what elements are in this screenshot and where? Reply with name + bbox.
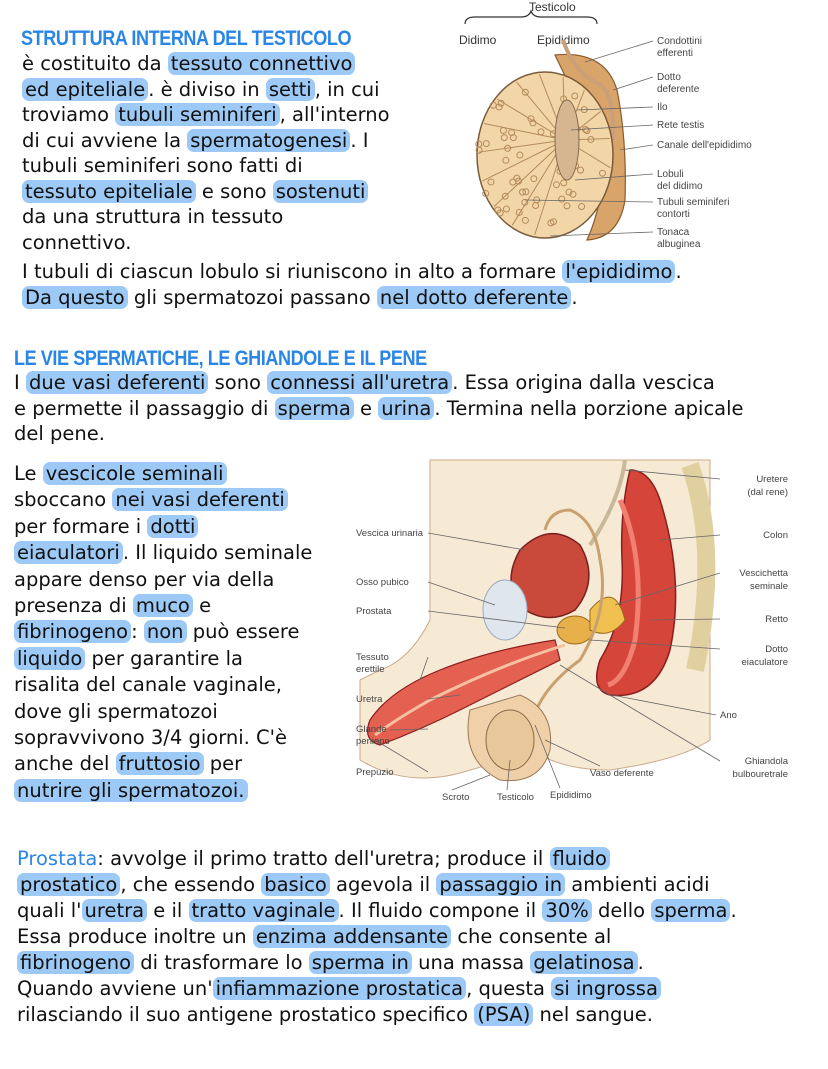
- text-line: [22, 128, 390, 154]
- text-fragment: agevola il: [329, 873, 437, 896]
- pelvis-bottom-label: Vaso deferente: [590, 768, 654, 779]
- text-fragment: gli spermatozoi passano: [127, 285, 377, 309]
- highlighted-phrase: liquido: [14, 647, 85, 670]
- text-fragment: I: [14, 371, 26, 394]
- highlighted-phrase: enzima addensante: [253, 925, 451, 948]
- pelvis-right-label: Colon: [763, 530, 788, 541]
- pelvis-diagram: [350, 440, 820, 820]
- testis-label: Rete testis: [657, 120, 705, 131]
- pelvis-right-label: Ghiandola bulbouretrale: [732, 756, 788, 780]
- highlighted-phrase: tessuto epiteliale: [22, 180, 196, 203]
- highlighted-phrase: tratto vaginale: [189, 899, 339, 922]
- paragraph-vescicole: [14, 461, 312, 804]
- text-fragment: sono: [208, 371, 268, 394]
- testis-label: Lobuli del didimo: [657, 169, 703, 192]
- text-line: [14, 370, 744, 396]
- highlighted-phrase: tubuli seminiferi: [115, 103, 279, 126]
- text-fragment: e: [353, 396, 379, 420]
- text-fragment: Le: [14, 462, 43, 485]
- pubic-bone: [483, 580, 527, 640]
- text-fragment: , questa: [466, 977, 552, 1000]
- highlighted-phrase: spermatogenesi: [187, 129, 350, 152]
- text-fragment: sboccano: [14, 488, 113, 512]
- pelvis-left-label: Prostata: [356, 606, 392, 617]
- text-fragment: per: [203, 752, 243, 776]
- text-fragment: tubuli seminiferi sono fatti di: [22, 154, 303, 177]
- text-line: [14, 725, 312, 751]
- paragraph-vie-spermatiche: [14, 370, 744, 447]
- text-fragment: di cui avviene la: [22, 128, 188, 152]
- leader-line: [620, 145, 653, 150]
- testis-labels: [657, 36, 752, 250]
- text-fragment: .: [637, 951, 644, 974]
- highlighted-phrase: fibrinogeno: [17, 951, 134, 974]
- text-line: [14, 593, 312, 619]
- leader-line: [452, 775, 490, 790]
- leader-line: [613, 77, 653, 90]
- highlighted-phrase: nel dotto deferente: [377, 286, 572, 309]
- pelvis-left-label: Uretra: [356, 694, 383, 705]
- text-fragment: Quando avviene un': [17, 977, 213, 1000]
- text-fragment: .: [571, 285, 578, 309]
- pelvis-left-label: Prepuzio: [356, 767, 394, 778]
- highlighted-phrase: gelatinosa: [530, 951, 637, 974]
- leader-line: [585, 41, 653, 62]
- text-fragment: troviamo: [22, 103, 116, 126]
- highlighted-phrase: nutrire gli spermatozoi.: [14, 779, 248, 802]
- highlighted-phrase: si ingrossa: [551, 977, 661, 1000]
- testis-top-label: Testicolo: [529, 0, 576, 14]
- text-fragment: del pene.: [14, 422, 105, 445]
- highlighted-phrase: l'epididimo: [562, 260, 675, 283]
- highlighted-phrase: (PSA): [474, 1003, 533, 1026]
- text-line: [22, 153, 390, 179]
- highlighted-phrase: muco: [133, 594, 193, 617]
- paragraph-prostata: [17, 846, 737, 1028]
- text-fragment: risalita del canale vaginale,: [14, 673, 282, 697]
- highlighted-phrase: sperma: [651, 899, 730, 922]
- text-fragment: .: [730, 899, 737, 922]
- text-fragment: . è diviso in: [148, 77, 266, 101]
- text-line: [14, 396, 744, 422]
- section-title-testicolo: STRUTTURA INTERNA DEL TESTICOLO: [21, 27, 352, 50]
- pelvis-right-label: Vescichetta seminale: [739, 568, 788, 592]
- testis-label: Canale dell'epididimo: [657, 140, 752, 151]
- text-fragment: presenza di: [14, 594, 133, 618]
- text-line: [22, 102, 390, 128]
- highlighted-phrase: 30%: [542, 899, 591, 922]
- text-line: [22, 230, 390, 256]
- text-line: [17, 898, 737, 924]
- text-fragment: può essere: [186, 620, 300, 644]
- rete-testis: [555, 100, 579, 180]
- highlighted-phrase: tessuto connettivo: [168, 52, 356, 75]
- text-line: [22, 77, 390, 103]
- highlighted-phrase: due vasi deferenti: [26, 371, 208, 394]
- paragraph-epididimo: [22, 259, 682, 310]
- highlighted-phrase: fibrinogeno: [14, 620, 131, 643]
- highlighted-phrase: setti: [266, 78, 315, 101]
- text-line: [17, 976, 737, 1002]
- highlighted-phrase: sperma: [275, 397, 354, 420]
- text-line: [14, 699, 312, 725]
- highlighted-phrase: uretra: [82, 899, 148, 922]
- text-fragment: , all'interno: [279, 103, 390, 126]
- text-line: [14, 514, 312, 540]
- text-line: [17, 1002, 737, 1028]
- highlighted-phrase: sperma in: [309, 951, 412, 974]
- text-line: [22, 179, 390, 205]
- highlighted-phrase: Da questo: [22, 286, 128, 309]
- text-fragment: e sono: [195, 179, 273, 203]
- text-fragment: connettivo.: [22, 230, 132, 254]
- highlighted-phrase: non: [144, 620, 187, 643]
- text-fragment: una massa: [411, 951, 531, 974]
- pelvis-left-label: Glande penieno: [356, 724, 390, 747]
- text-line: [17, 846, 737, 872]
- text-line: [14, 619, 312, 645]
- testis-label: Dotto deferente: [657, 72, 700, 95]
- pelvis-bottom-label: Testicolo: [497, 792, 534, 803]
- pelvis-right-label: Uretere (dal rene): [747, 474, 788, 498]
- text-fragment: è costituito da: [22, 52, 168, 75]
- pelvis-left-label: Vescica urinaria: [356, 528, 424, 539]
- highlighted-phrase: ed epiteliale: [22, 78, 148, 101]
- keyword: Prostata: [17, 847, 98, 870]
- text-fragment: di trasformare lo: [134, 951, 309, 974]
- text-fragment: , in cui: [314, 77, 380, 101]
- testis-label: Tonaca albuginea: [657, 227, 701, 250]
- prostate: [557, 616, 593, 644]
- text-fragment: dove gli spermatozoi: [14, 699, 218, 723]
- text-fragment: e il: [147, 899, 189, 922]
- highlighted-phrase: fruttosio: [116, 752, 204, 775]
- text-line: [14, 778, 312, 804]
- text-fragment: nel sangue.: [533, 1003, 653, 1026]
- highlighted-phrase: urina: [378, 397, 434, 420]
- testis-label: Condottini efferenti: [657, 36, 703, 59]
- text-fragment: : avvolge il primo tratto dell'uretra; produce il: [97, 847, 550, 870]
- text-line: [14, 567, 312, 593]
- text-line: [22, 51, 390, 77]
- text-fragment: I tubuli di ciascun lobulo si riuniscono in alto a formare: [22, 260, 563, 283]
- testis-didimo-label: Didimo: [459, 33, 497, 47]
- text-fragment: e: [192, 594, 212, 618]
- highlighted-phrase: connessi all'uretra: [267, 371, 452, 394]
- highlighted-phrase: passaggio in: [436, 873, 565, 896]
- text-fragment: rilasciando il suo antigene prostatico specifico: [17, 1003, 475, 1026]
- paragraph-testicolo: [22, 51, 390, 255]
- highlighted-phrase: fluido: [550, 847, 610, 870]
- text-line: [22, 285, 682, 311]
- text-line: [14, 646, 312, 672]
- pelvis-right-label: Dotto eiaculatore: [741, 644, 788, 668]
- highlighted-phrase: prostatico: [17, 873, 120, 896]
- text-fragment: . Il liquido seminale: [122, 541, 313, 565]
- text-line: [14, 540, 312, 566]
- highlighted-phrase: nei vasi deferenti: [112, 488, 287, 511]
- text-line: [17, 872, 737, 898]
- testis-label: Ilo: [657, 102, 668, 113]
- text-fragment: . Essa origina dalla vescica: [452, 371, 715, 394]
- text-fragment: da una struttura in tessuto: [22, 205, 284, 228]
- text-fragment: ambienti acidi: [565, 873, 710, 896]
- text-fragment: :: [131, 620, 144, 644]
- highlighted-phrase: basico: [261, 873, 330, 896]
- text-line: [22, 204, 390, 230]
- pelvis-right-label: Retto: [765, 614, 788, 625]
- text-fragment: per formare i: [14, 514, 148, 538]
- pelvis-bottom-label: Epididimo: [550, 790, 592, 801]
- text-fragment: .: [675, 260, 682, 283]
- pelvis-bottom-label: Scroto: [442, 792, 470, 803]
- highlighted-phrase: dotti: [147, 515, 198, 538]
- text-line: [22, 259, 682, 285]
- pelvis-left-label: Tessuto erettile: [356, 652, 389, 675]
- testis-epididimo-label: Epididimo: [537, 33, 590, 47]
- text-line: [17, 950, 737, 976]
- text-fragment: , che essendo: [120, 873, 262, 896]
- text-line: [14, 751, 312, 777]
- pelvis-right-label: Ano: [720, 710, 737, 721]
- highlighted-phrase: infiammazione prostatica: [213, 977, 466, 1000]
- text-line: [14, 487, 312, 513]
- highlighted-phrase: sostenuti: [273, 180, 369, 203]
- text-fragment: e permette il passaggio di: [14, 396, 275, 420]
- text-line: [14, 672, 312, 698]
- text-fragment: . I: [350, 128, 369, 152]
- highlighted-phrase: eiaculatori: [14, 541, 123, 564]
- text-line: [17, 924, 737, 950]
- text-fragment: quali l': [17, 899, 82, 922]
- text-fragment: appare denso per via della: [14, 567, 275, 591]
- text-fragment: sopravvivono 3/4 giorni. C'è: [14, 726, 288, 750]
- text-fragment: che consente al: [451, 925, 612, 948]
- highlighted-phrase: vescicole seminali: [43, 462, 227, 485]
- text-fragment: dello: [591, 899, 652, 922]
- text-fragment: per garantire la: [85, 646, 243, 670]
- testis-diagram: [455, 0, 775, 262]
- text-fragment: anche del: [14, 752, 116, 776]
- text-fragment: . Il fluido compone il: [338, 899, 543, 922]
- text-fragment: . Termina nella porzione apicale: [434, 396, 744, 420]
- section-title-vie-spermatiche: LE VIE SPERMATICHE, LE GHIANDOLE E IL PENE: [14, 347, 427, 370]
- testis-label: Tubuli seminiferi contorti: [657, 197, 730, 220]
- text-line: [14, 461, 312, 487]
- pelvis-left-label: Osso pubico: [356, 577, 409, 588]
- text-fragment: Essa produce inoltre un: [17, 925, 253, 948]
